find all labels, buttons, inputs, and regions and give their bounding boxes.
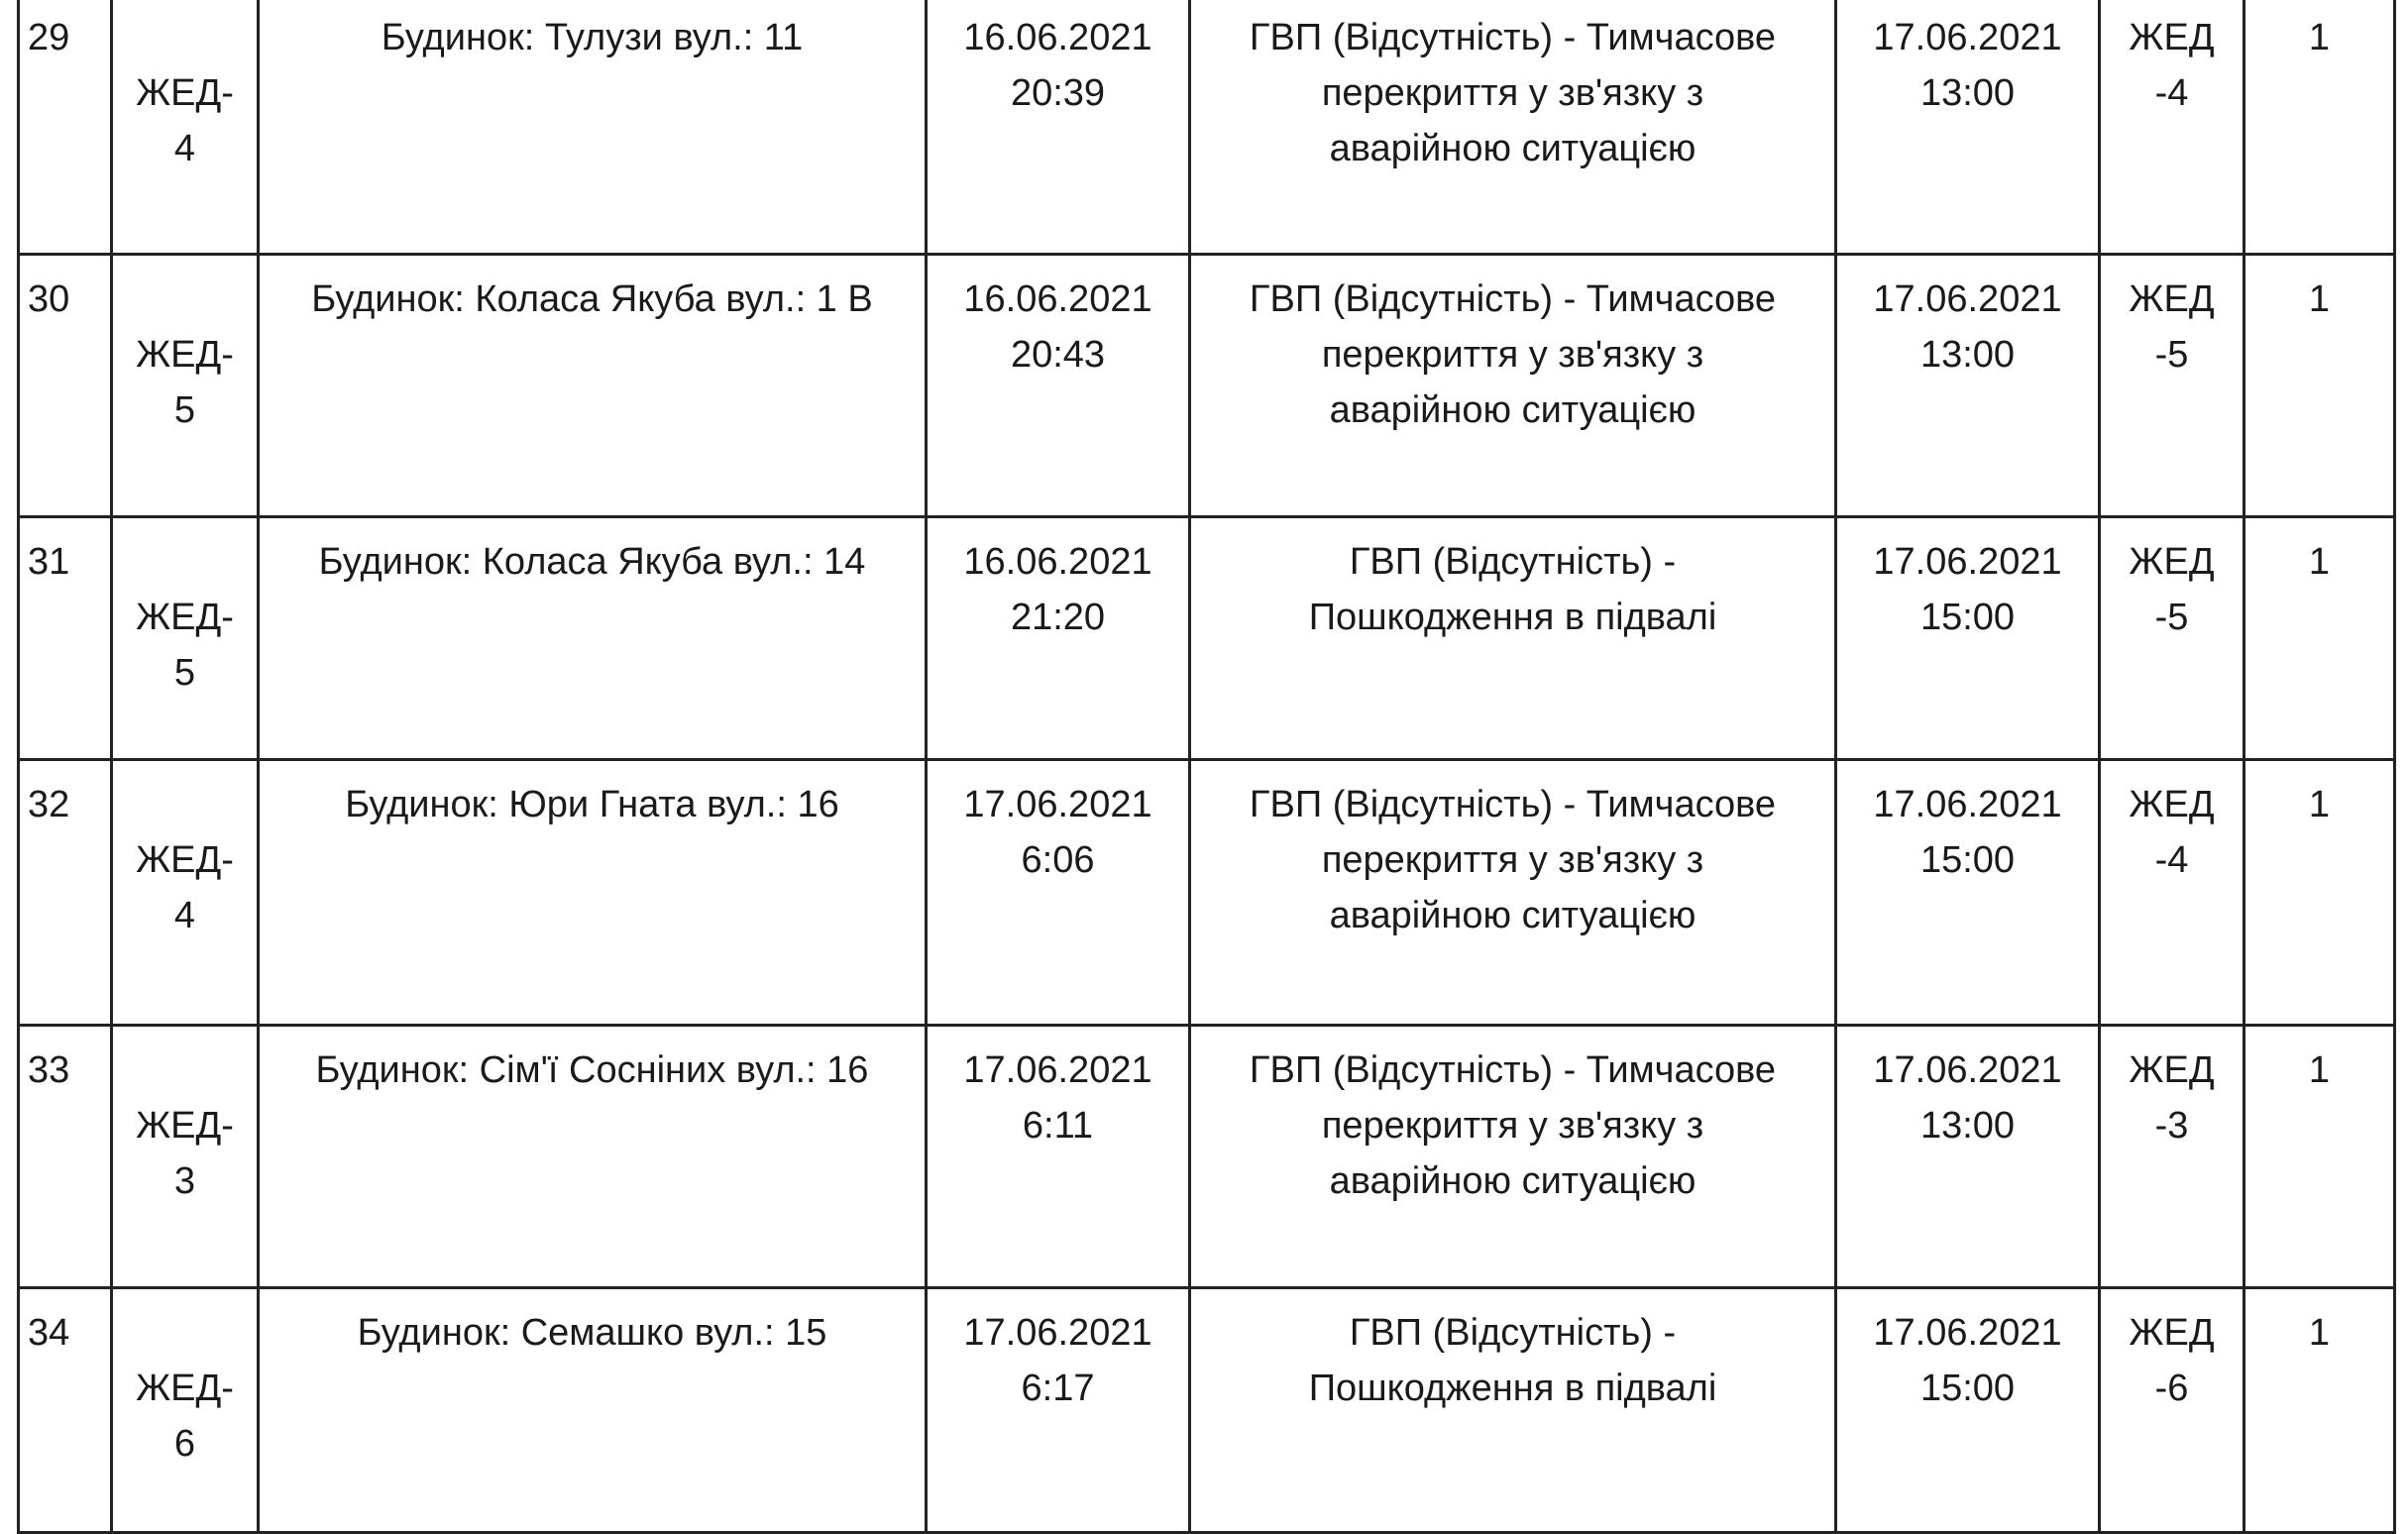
description-cell-line: перекриття у зв'язку з bbox=[1321, 1105, 1704, 1147]
created-datetime-cell-line: 17.06.2021 bbox=[963, 784, 1152, 825]
created-datetime-cell-line: 16.06.2021 bbox=[963, 541, 1152, 583]
deadline-datetime-cell-line: 13:00 bbox=[1919, 1105, 2016, 1147]
description-cell-line: аварійною ситуацією bbox=[1329, 1160, 1697, 1202]
description-cell bbox=[1190, 1288, 1836, 1533]
row-number-cell: 30 bbox=[19, 255, 112, 517]
description-cell bbox=[1190, 760, 1836, 1026]
deadline-datetime-cell-line: 17.06.2021 bbox=[1873, 17, 2062, 58]
created-datetime-cell bbox=[927, 1026, 1190, 1288]
jed-left-cell-line: ЖЕД- bbox=[136, 839, 234, 881]
description-cell-line: перекриття у зв'язку з bbox=[1321, 839, 1704, 881]
deadline-datetime-cell bbox=[1836, 760, 2100, 1026]
deadline-datetime-cell-line: 17.06.2021 bbox=[1873, 1049, 2062, 1091]
description-cell-line: ГВП (Відсутність) - bbox=[1349, 541, 1677, 583]
jed-left-cell-line: 6 bbox=[173, 1423, 196, 1465]
description-cell bbox=[1190, 517, 1836, 760]
created-datetime-cell bbox=[927, 1288, 1190, 1533]
deadline-datetime-cell bbox=[1836, 255, 2100, 517]
jed-left-cell-line: 3 bbox=[173, 1160, 196, 1202]
description-cell bbox=[1190, 0, 1836, 255]
description-cell-line: ГВП (Відсутність) - Тимчасове bbox=[1249, 1049, 1777, 1091]
deadline-datetime-cell-line: 15:00 bbox=[1919, 597, 2016, 638]
deadline-datetime-cell bbox=[1836, 1288, 2100, 1533]
jed-right-cell-line: -3 bbox=[2154, 1105, 2189, 1147]
table-row bbox=[19, 1026, 2395, 1288]
deadline-datetime-cell-line: 17.06.2021 bbox=[1873, 278, 2062, 320]
address-cell: Будинок: Семашко вул.: 15 bbox=[259, 1288, 927, 1533]
row-number-cell: 33 bbox=[19, 1026, 112, 1288]
deadline-datetime-cell-line: 17.06.2021 bbox=[1873, 784, 2062, 825]
row-number-cell: 31 bbox=[19, 517, 112, 760]
jed-right-cell-line: -6 bbox=[2154, 1368, 2189, 1409]
jed-right-cell-line: -5 bbox=[2154, 334, 2189, 376]
deadline-datetime-cell-line: 13:00 bbox=[1919, 72, 2016, 114]
created-datetime-cell bbox=[927, 0, 1190, 255]
deadline-datetime-cell-line: 13:00 bbox=[1919, 334, 2016, 376]
address-cell: Будинок: Коласа Якуба вул.: 1 В bbox=[259, 255, 927, 517]
count-cell: 1 bbox=[2244, 1026, 2395, 1288]
row-number-cell: 34 bbox=[19, 1288, 112, 1533]
count-cell: 1 bbox=[2244, 760, 2395, 1026]
outage-table bbox=[17, 0, 2396, 1534]
created-datetime-cell-line: 6:06 bbox=[1021, 839, 1095, 881]
deadline-datetime-cell-line: 17.06.2021 bbox=[1873, 541, 2062, 583]
jed-left-cell-line: 5 bbox=[173, 389, 196, 431]
jed-right-cell bbox=[2100, 760, 2244, 1026]
description-cell-line: ГВП (Відсутність) - Тимчасове bbox=[1249, 278, 1777, 320]
jed-left-cell bbox=[112, 1288, 259, 1533]
deadline-datetime-cell-line: 15:00 bbox=[1919, 1368, 2016, 1409]
count-cell: 1 bbox=[2244, 517, 2395, 760]
description-cell-line: аварійною ситуацією bbox=[1329, 895, 1697, 936]
jed-left-cell bbox=[112, 517, 259, 760]
table-row bbox=[19, 760, 2395, 1026]
created-datetime-cell-line: 20:43 bbox=[1010, 334, 1106, 376]
description-cell-line: перекриття у зв'язку з bbox=[1321, 72, 1704, 114]
jed-left-cell-line: ЖЕД- bbox=[136, 72, 234, 114]
jed-right-cell-line: -5 bbox=[2154, 597, 2189, 638]
jed-left-cell-line: ЖЕД- bbox=[136, 1105, 234, 1147]
deadline-datetime-cell bbox=[1836, 1026, 2100, 1288]
address-cell: Будинок: Сім'ї Сосніних вул.: 16 bbox=[259, 1026, 927, 1288]
jed-left-cell-line: ЖЕД- bbox=[136, 597, 234, 638]
jed-left-cell bbox=[112, 255, 259, 517]
jed-right-cell-line: ЖЕД bbox=[2129, 17, 2215, 58]
jed-right-cell bbox=[2100, 1026, 2244, 1288]
created-datetime-cell-line: 17.06.2021 bbox=[963, 1312, 1152, 1354]
count-cell: 1 bbox=[2244, 1288, 2395, 1533]
created-datetime-cell-line: 21:20 bbox=[1010, 597, 1106, 638]
created-datetime-cell bbox=[927, 255, 1190, 517]
created-datetime-cell-line: 20:39 bbox=[1010, 72, 1106, 114]
deadline-datetime-cell-line: 17.06.2021 bbox=[1873, 1312, 2062, 1354]
created-datetime-cell-line: 6:17 bbox=[1021, 1368, 1095, 1409]
jed-left-cell-line: ЖЕД- bbox=[136, 1368, 234, 1409]
jed-right-cell-line: -4 bbox=[2154, 839, 2189, 881]
jed-right-cell-line: -4 bbox=[2154, 72, 2189, 114]
created-datetime-cell-line: 6:11 bbox=[1022, 1105, 1094, 1147]
table-row bbox=[19, 517, 2395, 760]
jed-left-cell-line: 4 bbox=[173, 128, 196, 169]
table-row bbox=[19, 255, 2395, 517]
created-datetime-cell-line: 16.06.2021 bbox=[963, 17, 1152, 58]
jed-left-cell bbox=[112, 0, 259, 255]
description-cell-line: перекриття у зв'язку з bbox=[1321, 334, 1704, 376]
jed-left-cell-line: 4 bbox=[173, 895, 196, 936]
jed-left-cell bbox=[112, 760, 259, 1026]
count-cell: 1 bbox=[2244, 0, 2395, 255]
description-cell-line: ГВП (Відсутність) - Тимчасове bbox=[1249, 784, 1777, 825]
count-cell: 1 bbox=[2244, 255, 2395, 517]
jed-left-cell bbox=[112, 1026, 259, 1288]
jed-right-cell bbox=[2100, 0, 2244, 255]
description-cell-line: Пошкодження в підвалі bbox=[1308, 597, 1717, 638]
description-cell-line: Пошкодження в підвалі bbox=[1308, 1368, 1717, 1409]
jed-right-cell bbox=[2100, 1288, 2244, 1533]
description-cell-line: аварійною ситуацією bbox=[1329, 128, 1697, 169]
jed-left-cell-line: 5 bbox=[173, 652, 196, 694]
table-body bbox=[19, 0, 2395, 1533]
address-cell: Будинок: Юри Гната вул.: 16 bbox=[259, 760, 927, 1026]
jed-left-cell-line: ЖЕД- bbox=[136, 334, 234, 376]
created-datetime-cell-line: 16.06.2021 bbox=[963, 278, 1152, 320]
jed-right-cell-line: ЖЕД bbox=[2129, 784, 2215, 825]
table-row bbox=[19, 1288, 2395, 1533]
created-datetime-cell-line: 17.06.2021 bbox=[963, 1049, 1152, 1091]
deadline-datetime-cell bbox=[1836, 517, 2100, 760]
jed-right-cell-line: ЖЕД bbox=[2129, 1049, 2215, 1091]
created-datetime-cell bbox=[927, 760, 1190, 1026]
deadline-datetime-cell bbox=[1836, 0, 2100, 255]
description-cell-line: ГВП (Відсутність) - Тимчасове bbox=[1249, 17, 1777, 58]
jed-right-cell-line: ЖЕД bbox=[2129, 541, 2215, 583]
description-cell bbox=[1190, 1026, 1836, 1288]
description-cell bbox=[1190, 255, 1836, 517]
jed-right-cell-line: ЖЕД bbox=[2129, 278, 2215, 320]
address-cell: Будинок: Коласа Якуба вул.: 14 bbox=[259, 517, 927, 760]
jed-right-cell-line: ЖЕД bbox=[2129, 1312, 2215, 1354]
created-datetime-cell bbox=[927, 517, 1190, 760]
row-number-cell: 29 bbox=[19, 0, 112, 255]
address-cell: Будинок: Тулузи вул.: 11 bbox=[259, 0, 927, 255]
row-number-cell: 32 bbox=[19, 760, 112, 1026]
deadline-datetime-cell-line: 15:00 bbox=[1919, 839, 2016, 881]
jed-right-cell bbox=[2100, 255, 2244, 517]
description-cell-line: аварійною ситуацією bbox=[1329, 389, 1697, 431]
table-row bbox=[19, 0, 2395, 255]
jed-right-cell bbox=[2100, 517, 2244, 760]
description-cell-line: ГВП (Відсутність) - bbox=[1349, 1312, 1677, 1354]
